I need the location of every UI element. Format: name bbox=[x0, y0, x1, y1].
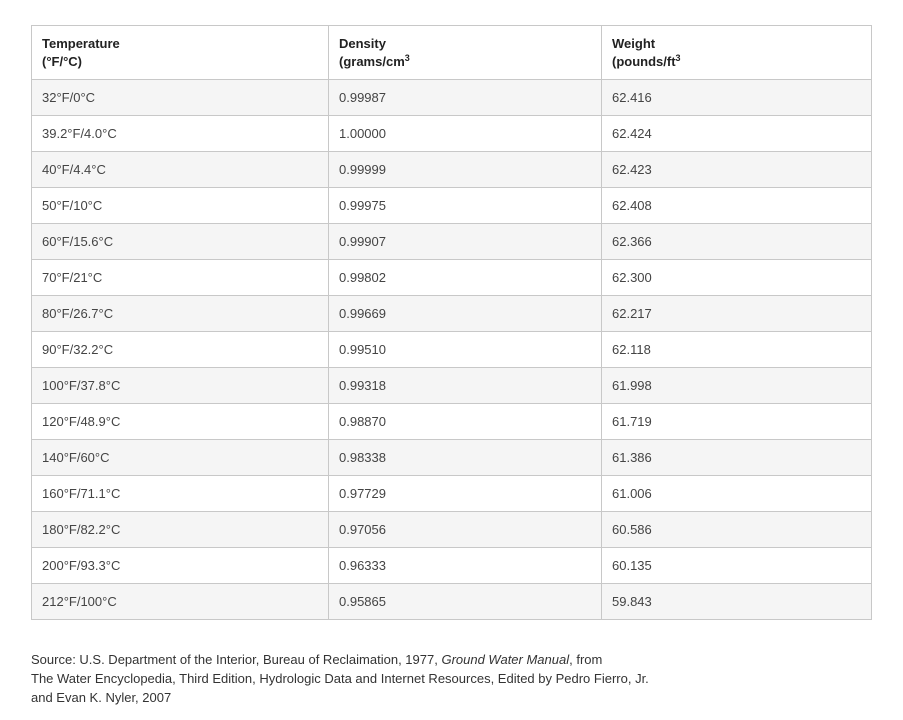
cell-weight: 61.386 bbox=[602, 440, 872, 476]
header-density-title: Density bbox=[339, 35, 386, 51]
table-row bbox=[32, 80, 872, 116]
cell-weight: 59.843 bbox=[602, 584, 872, 620]
cell-weight: 61.719 bbox=[602, 404, 872, 440]
cell-temperature: 180°F/82.2°C bbox=[32, 512, 329, 548]
cell-temperature: 90°F/32.2°C bbox=[32, 332, 329, 368]
cell-temperature: 39.2°F/4.0°C bbox=[32, 116, 329, 152]
table-header-row bbox=[32, 26, 872, 80]
header-temperature-title: Temperature bbox=[42, 35, 120, 51]
cell-weight: 62.366 bbox=[602, 224, 872, 260]
cell-density: 0.99999 bbox=[329, 152, 602, 188]
table-row bbox=[32, 404, 872, 440]
cell-weight: 62.118 bbox=[602, 332, 872, 368]
cell-weight: 62.423 bbox=[602, 152, 872, 188]
cell-density: 0.99907 bbox=[329, 224, 602, 260]
header-weight-unit: ($pounds/ft^3$ bbox=[612, 52, 681, 69]
cell-temperature: 200°F/93.3°C bbox=[32, 548, 329, 584]
source-title: Ground Water Manual bbox=[441, 652, 570, 667]
header-temperature bbox=[32, 26, 329, 80]
cell-density: 0.99802 bbox=[329, 260, 602, 296]
source-citation bbox=[31, 650, 731, 707]
header-density bbox=[329, 26, 602, 80]
cell-temperature: 32°F/0°C bbox=[32, 80, 329, 116]
header-density-unit: ($grams/cm^3$ bbox=[339, 52, 410, 69]
cell-density: 0.98338 bbox=[329, 440, 602, 476]
header-weight-title: Weight bbox=[612, 35, 656, 51]
table-row bbox=[32, 116, 872, 152]
cell-density: 0.97056 bbox=[329, 512, 602, 548]
table-row bbox=[32, 332, 872, 368]
cell-density: 0.95865 bbox=[329, 584, 602, 620]
cell-density: 0.98870 bbox=[329, 404, 602, 440]
header-weight-unit-exponent: 3 bbox=[675, 52, 681, 63]
source-line3: and Evan K. Nyler, 2007 bbox=[31, 690, 172, 705]
table-row bbox=[32, 476, 872, 512]
source-prefix: Source: U.S. Department of the Interior, Bureau of Reclaimation, 1977, bbox=[31, 652, 442, 667]
cell-weight: 62.217 bbox=[602, 296, 872, 332]
cell-temperature: 100°F/37.8°C bbox=[32, 368, 329, 404]
cell-density: 0.96333 bbox=[329, 548, 602, 584]
table-row bbox=[32, 368, 872, 404]
cell-density: 0.99510 bbox=[329, 332, 602, 368]
table-row bbox=[32, 512, 872, 548]
water-density-table-container bbox=[31, 25, 871, 620]
cell-weight: 60.135 bbox=[602, 548, 872, 584]
cell-weight: 62.424 bbox=[602, 116, 872, 152]
table-body bbox=[32, 80, 872, 620]
table-row bbox=[32, 152, 872, 188]
source-suffix: , from bbox=[569, 652, 603, 667]
table-row bbox=[32, 188, 872, 224]
header-density-unit-exponent: 3 bbox=[404, 52, 410, 63]
cell-temperature: 160°F/71.1°C bbox=[32, 476, 329, 512]
table-row bbox=[32, 296, 872, 332]
source-line2: The Water Encyclopedia, Third Edition, Hydrologic Data and Internet Resources, Edited by Pedro Fierro, Jr. bbox=[31, 671, 649, 686]
cell-temperature: 40°F/4.4°C bbox=[32, 152, 329, 188]
cell-temperature: 70°F/21°C bbox=[32, 260, 329, 296]
table-row bbox=[32, 260, 872, 296]
header-weight bbox=[602, 26, 872, 80]
cell-temperature: 212°F/100°C bbox=[32, 584, 329, 620]
cell-temperature: 140°F/60°C bbox=[32, 440, 329, 476]
cell-density: 0.99669 bbox=[329, 296, 602, 332]
table-row bbox=[32, 548, 872, 584]
cell-density: 0.97729 bbox=[329, 476, 602, 512]
cell-weight: 61.006 bbox=[602, 476, 872, 512]
cell-weight: 62.416 bbox=[602, 80, 872, 116]
cell-weight: 62.408 bbox=[602, 188, 872, 224]
cell-density: 0.99318 bbox=[329, 368, 602, 404]
water-density-table bbox=[31, 25, 872, 620]
table-row bbox=[32, 440, 872, 476]
table-row bbox=[32, 224, 872, 260]
table-row bbox=[32, 584, 872, 620]
cell-temperature: 60°F/15.6°C bbox=[32, 224, 329, 260]
cell-temperature: 50°F/10°C bbox=[32, 188, 329, 224]
cell-temperature: 120°F/48.9°C bbox=[32, 404, 329, 440]
header-temperature-unit: (°F/°C) bbox=[42, 53, 82, 69]
cell-density: 0.99975 bbox=[329, 188, 602, 224]
cell-weight: 60.586 bbox=[602, 512, 872, 548]
cell-weight: 61.998 bbox=[602, 368, 872, 404]
cell-density: 0.99987 bbox=[329, 80, 602, 116]
cell-temperature: 80°F/26.7°C bbox=[32, 296, 329, 332]
cell-density: 1.00000 bbox=[329, 116, 602, 152]
cell-weight: 62.300 bbox=[602, 260, 872, 296]
